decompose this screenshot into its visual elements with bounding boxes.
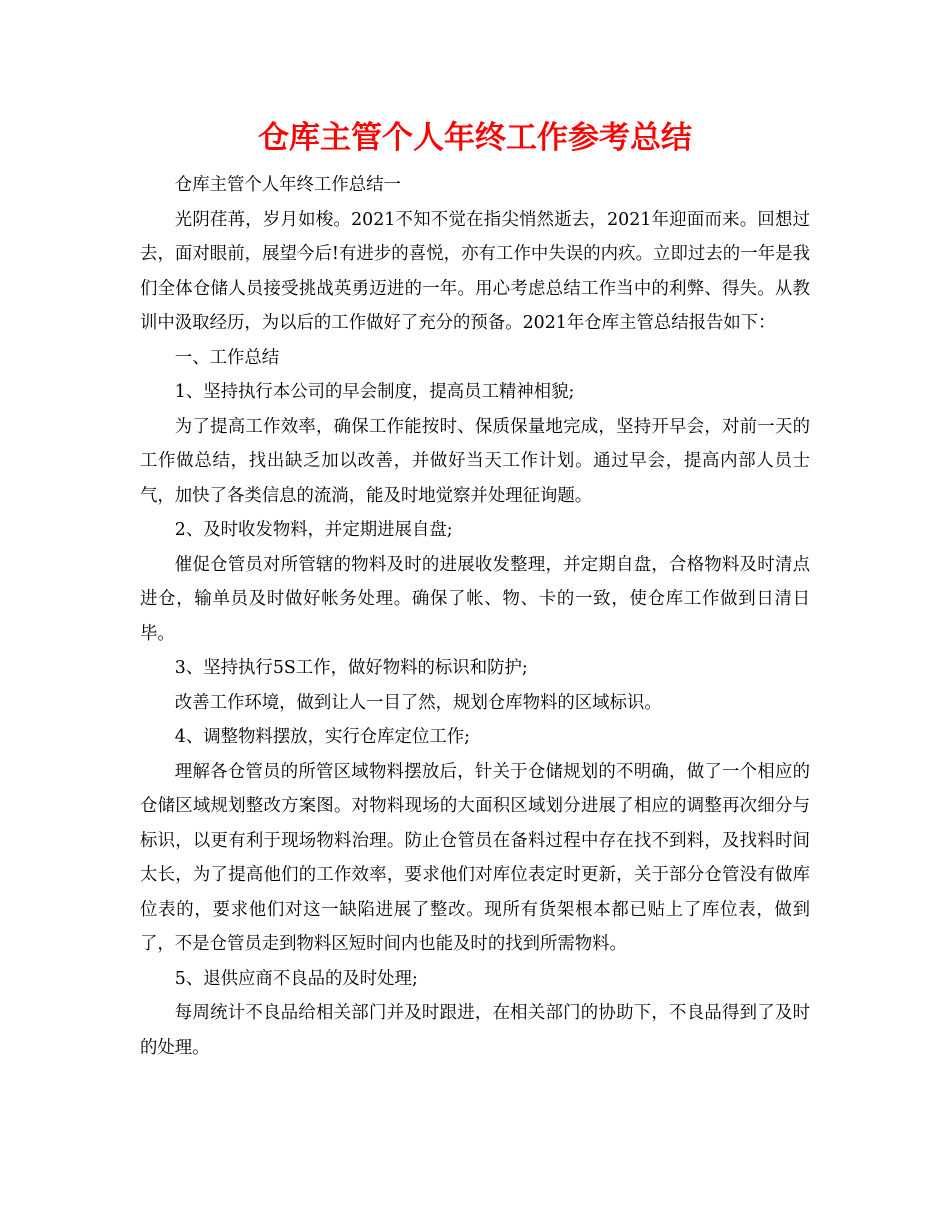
paragraph: 改善工作环境，做到让人一目了然，规划仓库物料的区域标识。 [174,692,662,713]
list-item-heading: 2、及时收发物料，并定期进展自盘; [174,520,453,540]
section-heading: 一、工作总结 [174,347,280,368]
paragraph: 仓库主管个人年终工作总结一 [174,175,401,195]
paragraph: 光阴荏苒，岁月如梭。2021不知不觉在指尖悄然逝去，2021年迎面而来。回想过去，面对眼前，展望今后!有进步的喜悦，亦有工作中失误的内疚。立即过去的一年是我们全体仓储人员接受挑战英勇迈进的一年。用心考虑总结工作当中的利弊、得失。从教训中汲取经历，为以后的工作做好了充分的预备。2021年仓库主管总结报告如下： [140,209,810,333]
list-item-heading: 5、退供应商不良品的及时处理; [174,968,418,989]
list-item-heading: 4、调整物料摆放，实行仓库定位工作; [174,727,470,747]
paragraph: 理解各仓管员的所管区域物料摆放后，针关于仓储规划的不明确，做了一个相应的仓储区域规划整改方案图。对物料现场的大面积区域划分进展了相应的调整再次细分与标识，以更有利于现场物料治理。防止仓管员在备料过程中存在找不到料，及找料时间太长，为了提高他们的工作效率，要求他们对库位表定时更新，关于部分仓管没有做库位表的，要求他们对这一缺陷进展了整改。现所有货架根本都已贴上了库位表，做到了，不是仓管员走到物料区短时间内也能及时的找到所需物料。 [140,761,810,954]
list-item-heading: 1、坚持执行本公司的早会制度，提高员工精神相貌; [174,382,575,402]
paragraph: 催促仓管员对所管辖的物料及时的进展收发整理，并定期自盘，合格物料及时清点进仓，输单员及时做好帐务处理。确保了帐、物、卡的一致，使仓库工作做到日清日毕。 [140,554,810,644]
paragraph: 每周统计不良品给相关部门并及时跟进，在相关部门的协助下，不良品得到了及时的处理。 [140,1003,810,1058]
document-title: 仓库主管个人年终工作参考总结 [258,120,692,156]
list-item-heading: 3、坚持执行5S工作，做好物料的标识和防护; [174,658,528,678]
paragraph: 为了提高工作效率，确保工作能按时、保质保量地完成，坚持开早会，对前一天的工作做总结，找出缺乏加以改善，并做好当天工作计划。通过早会，提高内部人员士气，加快了各类信息的流淌，能及时地觉察并处理征询题。 [140,416,810,506]
document-body [140,168,810,1065]
